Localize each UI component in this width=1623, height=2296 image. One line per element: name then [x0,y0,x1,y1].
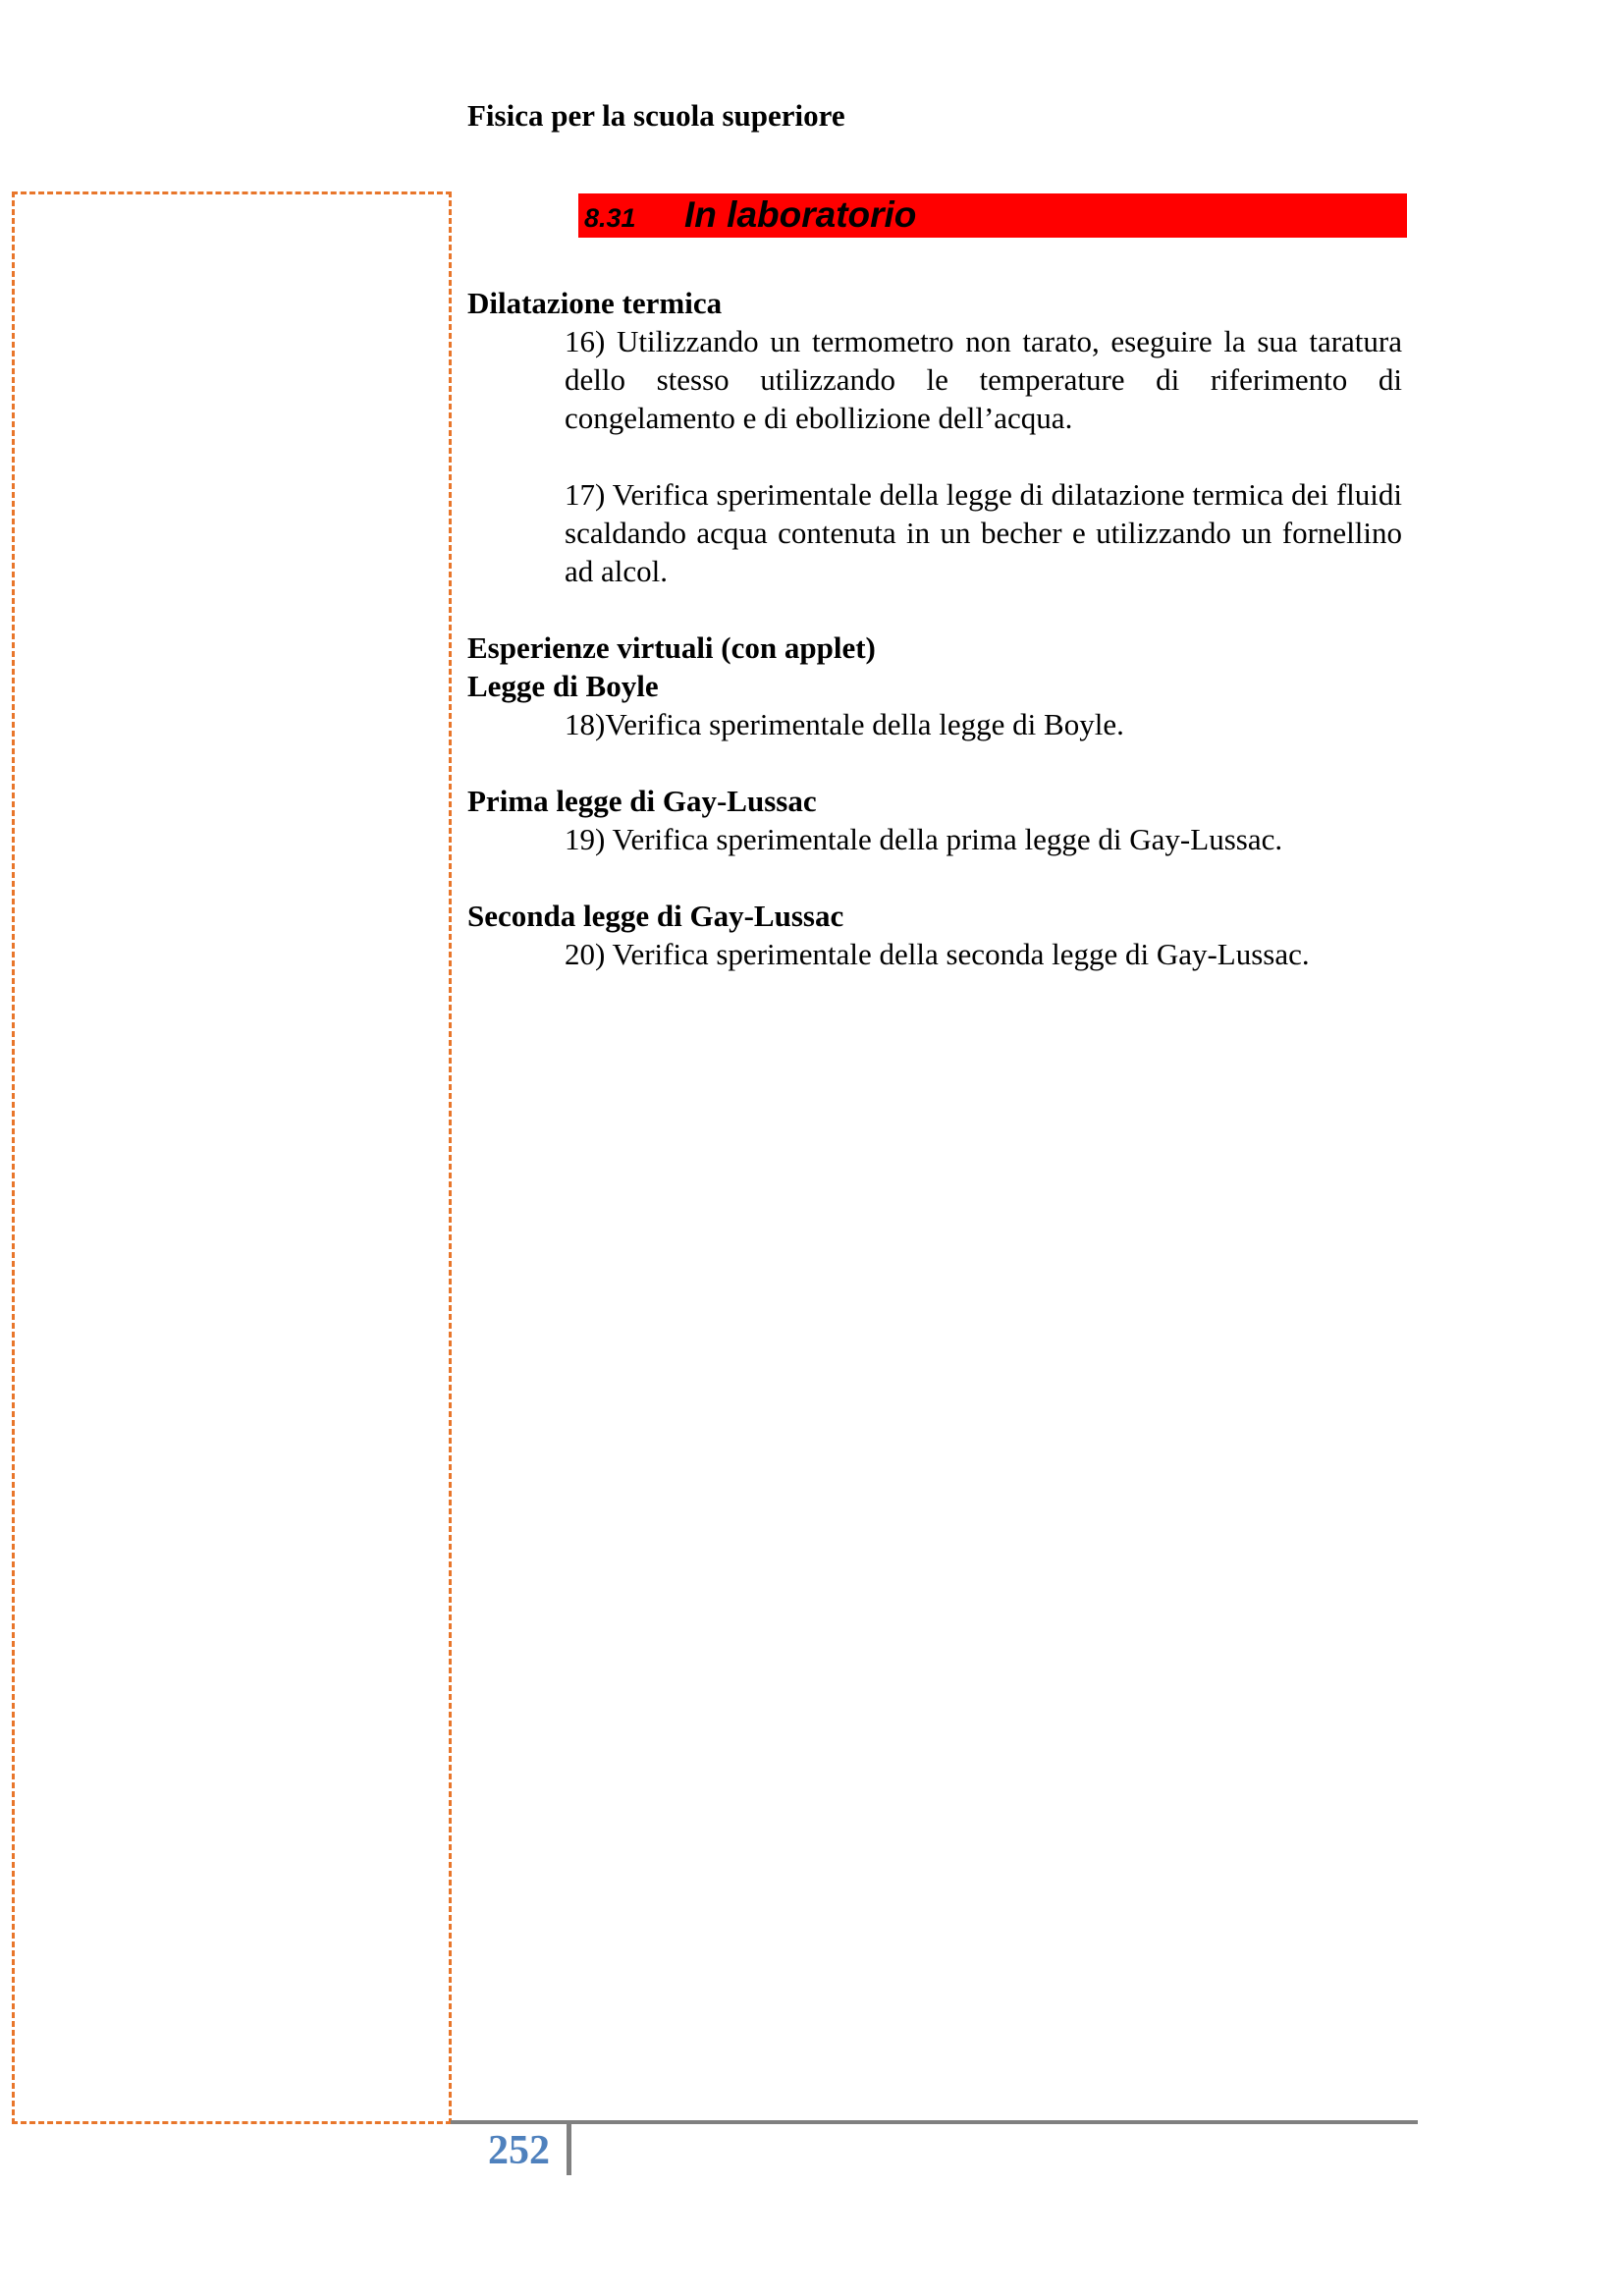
exercise-16: 16) Utilizzando un termometro non tarato, eseguire la sua taratura dello stesso utilizzando le temperature di riferimento di congelamento e di ebollizione dell’acqua. [565,324,1402,435]
heading-dilatazione-termica: Dilatazione termica [467,286,723,320]
section-title: In laboratorio [684,194,917,235]
exercise-19: 19) Verifica sperimentale della prima legge di Gay-Lussac. [565,822,1283,856]
exercise-18: 18)Verifica sperimentale della legge di Boyle. [565,707,1124,741]
spacer [467,590,1402,629]
section-banner [578,193,1407,238]
footer-tab-divider [567,2121,571,2175]
page-number: 252 [488,2128,550,2173]
heading-prima-legge-gay-lussac: Prima legge di Gay-Lussac [467,784,817,818]
main-content [467,284,1402,973]
footer-rule [451,2120,1418,2124]
heading-seconda-legge-gay-lussac: Seconda legge di Gay-Lussac [467,899,844,933]
spacer [467,743,1402,782]
exercise-17: 17) Verifica sperimentale della legge di dilatazione termica dei fluidi scaldando acqua contenuta in un becher e utilizzando un fornellino ad alcol. [565,477,1402,588]
section-number: 8.31 [584,203,636,233]
exercise-20: 20) Verifica sperimentale della seconda legge di Gay-Lussac. [565,937,1310,971]
margin-notes-box [12,191,452,2124]
running-header: Fisica per la scuola superiore [467,98,845,133]
spacer [467,858,1402,897]
heading-legge-boyle: Legge di Boyle [467,669,659,703]
heading-esperienze-virtuali: Esperienze virtuali (con applet) [467,630,876,665]
spacer [467,437,1402,475]
